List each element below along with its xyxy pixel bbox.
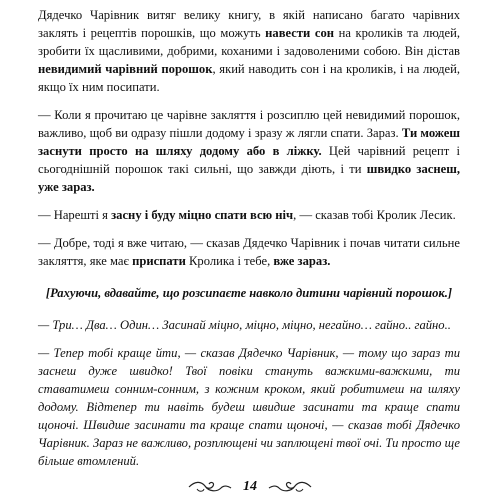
paragraph-gap (38, 196, 460, 206)
paragraph-gap (38, 270, 460, 284)
paragraph-gap (38, 302, 460, 316)
paragraph (38, 344, 460, 470)
bold-text: навести сон (265, 26, 335, 40)
left-scroll-ornament-icon (187, 480, 233, 494)
paragraph (38, 316, 460, 334)
text-run: — Добре, тоді я вже читаю, — сказав Дядечко Чарівник і почав читати сильне закляття, яке має (38, 236, 460, 268)
bold-text: засну і буду міцно спати всю ніч (111, 208, 294, 222)
text-run: — Тепер тобі краще йти, — сказав Дядечко Чарівник, — тому що зараз ти заснеш дуже швидко! Твої повіки стануть важкими-важкими, ти ставатимеш сонним-сонним, з кожним кроком, який робитимеш на шляху додому. Відтепер ти навіть будеш швидше засинати та краще спати щоночі. Швидше засинати та краще спати щоночі, — сказав тобі Дядечко Чарівник. Зараз не важливо, розплющені чи заплющені твої очі. Ти просто ще більше втомлений. (38, 346, 460, 468)
bold-text: вже зараз. (273, 254, 331, 268)
paragraph (38, 106, 460, 196)
text-run: Кролика і тебе, (185, 254, 274, 268)
stage-direction (38, 284, 460, 302)
paragraph-gap (38, 96, 460, 106)
page-footer (0, 478, 500, 496)
paragraph (38, 6, 460, 96)
text-run: , який наводить сон і на кроликів, і на людей, якщо їх ним посипати. (38, 62, 460, 94)
right-scroll-ornament-icon (267, 480, 313, 494)
text-run: Цей чарівний рецепт і сьогоднішній порошок такі сильні, що завжди діють, і ти (38, 144, 460, 176)
text-run: Дядечко Чарівник витяг велику книгу, в якій написано багато чарівних заклять і рецептів порошків, що можуть (38, 8, 460, 40)
text-run: — Нарешті я (38, 208, 112, 222)
text-run: , — сказав тобі Кролик Лесик. (293, 208, 456, 222)
paragraph (38, 206, 460, 224)
page-number: 14 (243, 479, 257, 494)
text-run: — Три… Два… Один… Засинай міцно, міцно, міцно, негайно… гайно.. гайно.. (38, 318, 451, 332)
bold-text: приспати (132, 254, 186, 268)
bold-text: Ти можеш заснути просто на шляху додому або в ліжку. (38, 126, 460, 158)
text-run: — Коли я прочитаю це чарівне закляття і розсиплю цей невидимий порошок, важливо, щоб ви одразу пішли додому і зразу ж лягли спати. Зараз. (38, 108, 460, 140)
paragraph-gap (38, 224, 460, 234)
bold-text: швидко заснеш, уже зараз. (38, 162, 461, 194)
bold-text: [Рахуючи, вдавайте, що розсипаєте навколо дитини чарівний порошок.] (45, 286, 453, 300)
paragraph (38, 234, 460, 270)
paragraph-gap (38, 334, 460, 344)
page-text (38, 6, 460, 470)
bold-text: невидимий чарівний порошок (38, 62, 213, 76)
text-run: на кроликів та людей, зробити їх щасливими, добрими, коханими і задоволеними собою. Він дістав (38, 26, 460, 58)
